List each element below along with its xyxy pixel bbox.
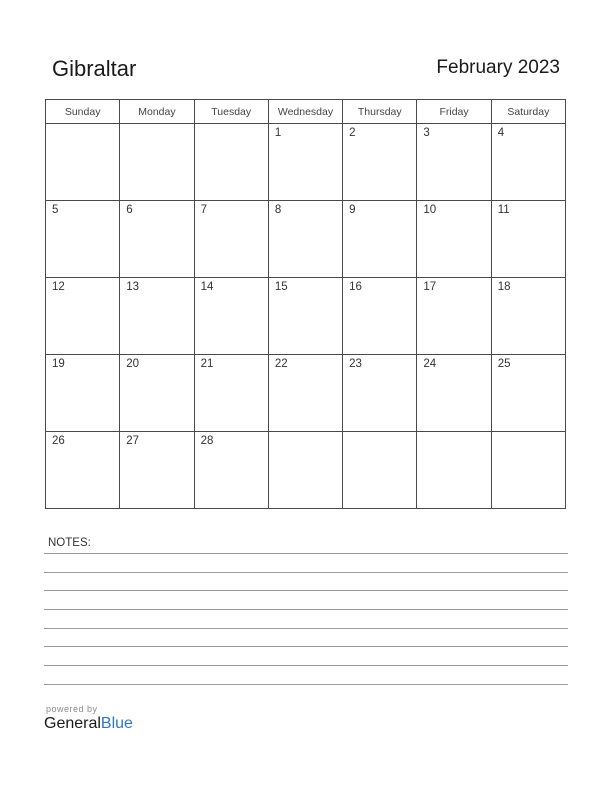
- day-number: 21: [200, 358, 214, 370]
- day-cell: [417, 278, 491, 355]
- day-cell: [46, 201, 120, 278]
- calendar-grid: [45, 99, 566, 509]
- powered-by-text: powered by: [46, 704, 98, 714]
- day-number: [269, 432, 342, 435]
- brand-blue: Blue: [100, 715, 133, 732]
- day-cell: [46, 278, 120, 355]
- day-cell: [46, 355, 120, 432]
- day-number: 18: [497, 281, 511, 293]
- day-number: 10: [423, 204, 437, 216]
- day-number: 27: [126, 435, 140, 447]
- day-number: 23: [349, 358, 362, 370]
- day-number: 22: [274, 358, 288, 370]
- day-cell: [194, 278, 268, 355]
- month-year: February 2023: [436, 57, 560, 78]
- weekday-header: Saturday: [491, 100, 565, 124]
- day-number: [46, 124, 119, 127]
- week-row: [46, 355, 566, 432]
- brand-logo: [44, 704, 133, 733]
- day-cell: [491, 278, 565, 355]
- note-line: [44, 553, 568, 554]
- weekday-header: Tuesday: [194, 100, 268, 124]
- day-number: 13: [126, 281, 140, 293]
- day-cell: [194, 124, 268, 201]
- day-number: 8: [274, 204, 282, 216]
- day-cell: [268, 432, 342, 509]
- week-row: [46, 201, 566, 278]
- day-cell: [491, 124, 565, 201]
- weekday-header: Friday: [417, 100, 491, 124]
- day-cell: [268, 278, 342, 355]
- day-number: 17: [423, 281, 437, 293]
- day-cell: [120, 355, 194, 432]
- day-number: 12: [52, 281, 65, 293]
- day-number: [120, 124, 193, 127]
- day-cell: [268, 201, 342, 278]
- note-line: [44, 609, 568, 610]
- day-number: [417, 432, 490, 435]
- day-cell: [343, 355, 417, 432]
- day-cell: [343, 124, 417, 201]
- day-number: 9: [349, 204, 356, 216]
- day-number: 16: [349, 281, 362, 293]
- day-cell: [268, 124, 342, 201]
- day-cell: [46, 432, 120, 509]
- brand-name: [44, 715, 133, 733]
- day-number: 6: [126, 204, 133, 216]
- day-cell: [46, 124, 120, 201]
- day-cell: [194, 432, 268, 509]
- day-cell: [120, 201, 194, 278]
- day-cell: [343, 432, 417, 509]
- day-number: [195, 124, 268, 127]
- weekday-header: Monday: [120, 100, 194, 124]
- day-cell: [120, 432, 194, 509]
- day-cell: [417, 124, 491, 201]
- day-number: 11: [497, 204, 510, 216]
- note-line: [44, 646, 568, 647]
- week-row: [46, 432, 566, 509]
- day-cell: [343, 278, 417, 355]
- day-cell: [417, 432, 491, 509]
- page-title: Gibraltar: [52, 56, 137, 81]
- day-cell: [194, 355, 268, 432]
- day-number: 26: [52, 435, 65, 447]
- day-cell: [194, 201, 268, 278]
- day-cell: [120, 278, 194, 355]
- note-line: [44, 665, 568, 666]
- day-number: 15: [274, 281, 288, 293]
- notes-label: NOTES:: [48, 537, 91, 549]
- day-number: 1: [274, 127, 282, 139]
- day-number: 3: [423, 127, 430, 139]
- day-number: 14: [200, 281, 214, 293]
- day-cell: [417, 201, 491, 278]
- day-number: 19: [52, 358, 65, 370]
- day-cell: [417, 355, 491, 432]
- weekday-header: Wednesday: [268, 100, 342, 124]
- day-number: 5: [52, 204, 59, 216]
- day-number: 28: [200, 435, 214, 447]
- day-number: 24: [423, 358, 437, 370]
- weekday-header: Sunday: [46, 100, 120, 124]
- day-cell: [268, 355, 342, 432]
- day-cell: [491, 201, 565, 278]
- day-cell: [120, 124, 194, 201]
- day-number: 20: [126, 358, 140, 370]
- weekday-header: Thursday: [343, 100, 417, 124]
- note-line: [44, 628, 568, 629]
- day-number: [492, 432, 565, 435]
- day-number: 4: [497, 127, 505, 139]
- weekday-header-row: [46, 100, 566, 124]
- day-number: 2: [349, 127, 356, 139]
- day-cell: [491, 355, 565, 432]
- note-line: [44, 684, 568, 685]
- week-row: [46, 124, 566, 201]
- day-number: 7: [200, 204, 207, 216]
- day-number: 25: [497, 358, 511, 370]
- day-cell: [491, 432, 565, 509]
- note-line: [44, 590, 568, 591]
- day-number: [343, 432, 416, 435]
- note-line: [44, 572, 568, 573]
- week-row: [46, 278, 566, 355]
- day-cell: [343, 201, 417, 278]
- brand-general: General: [44, 715, 101, 732]
